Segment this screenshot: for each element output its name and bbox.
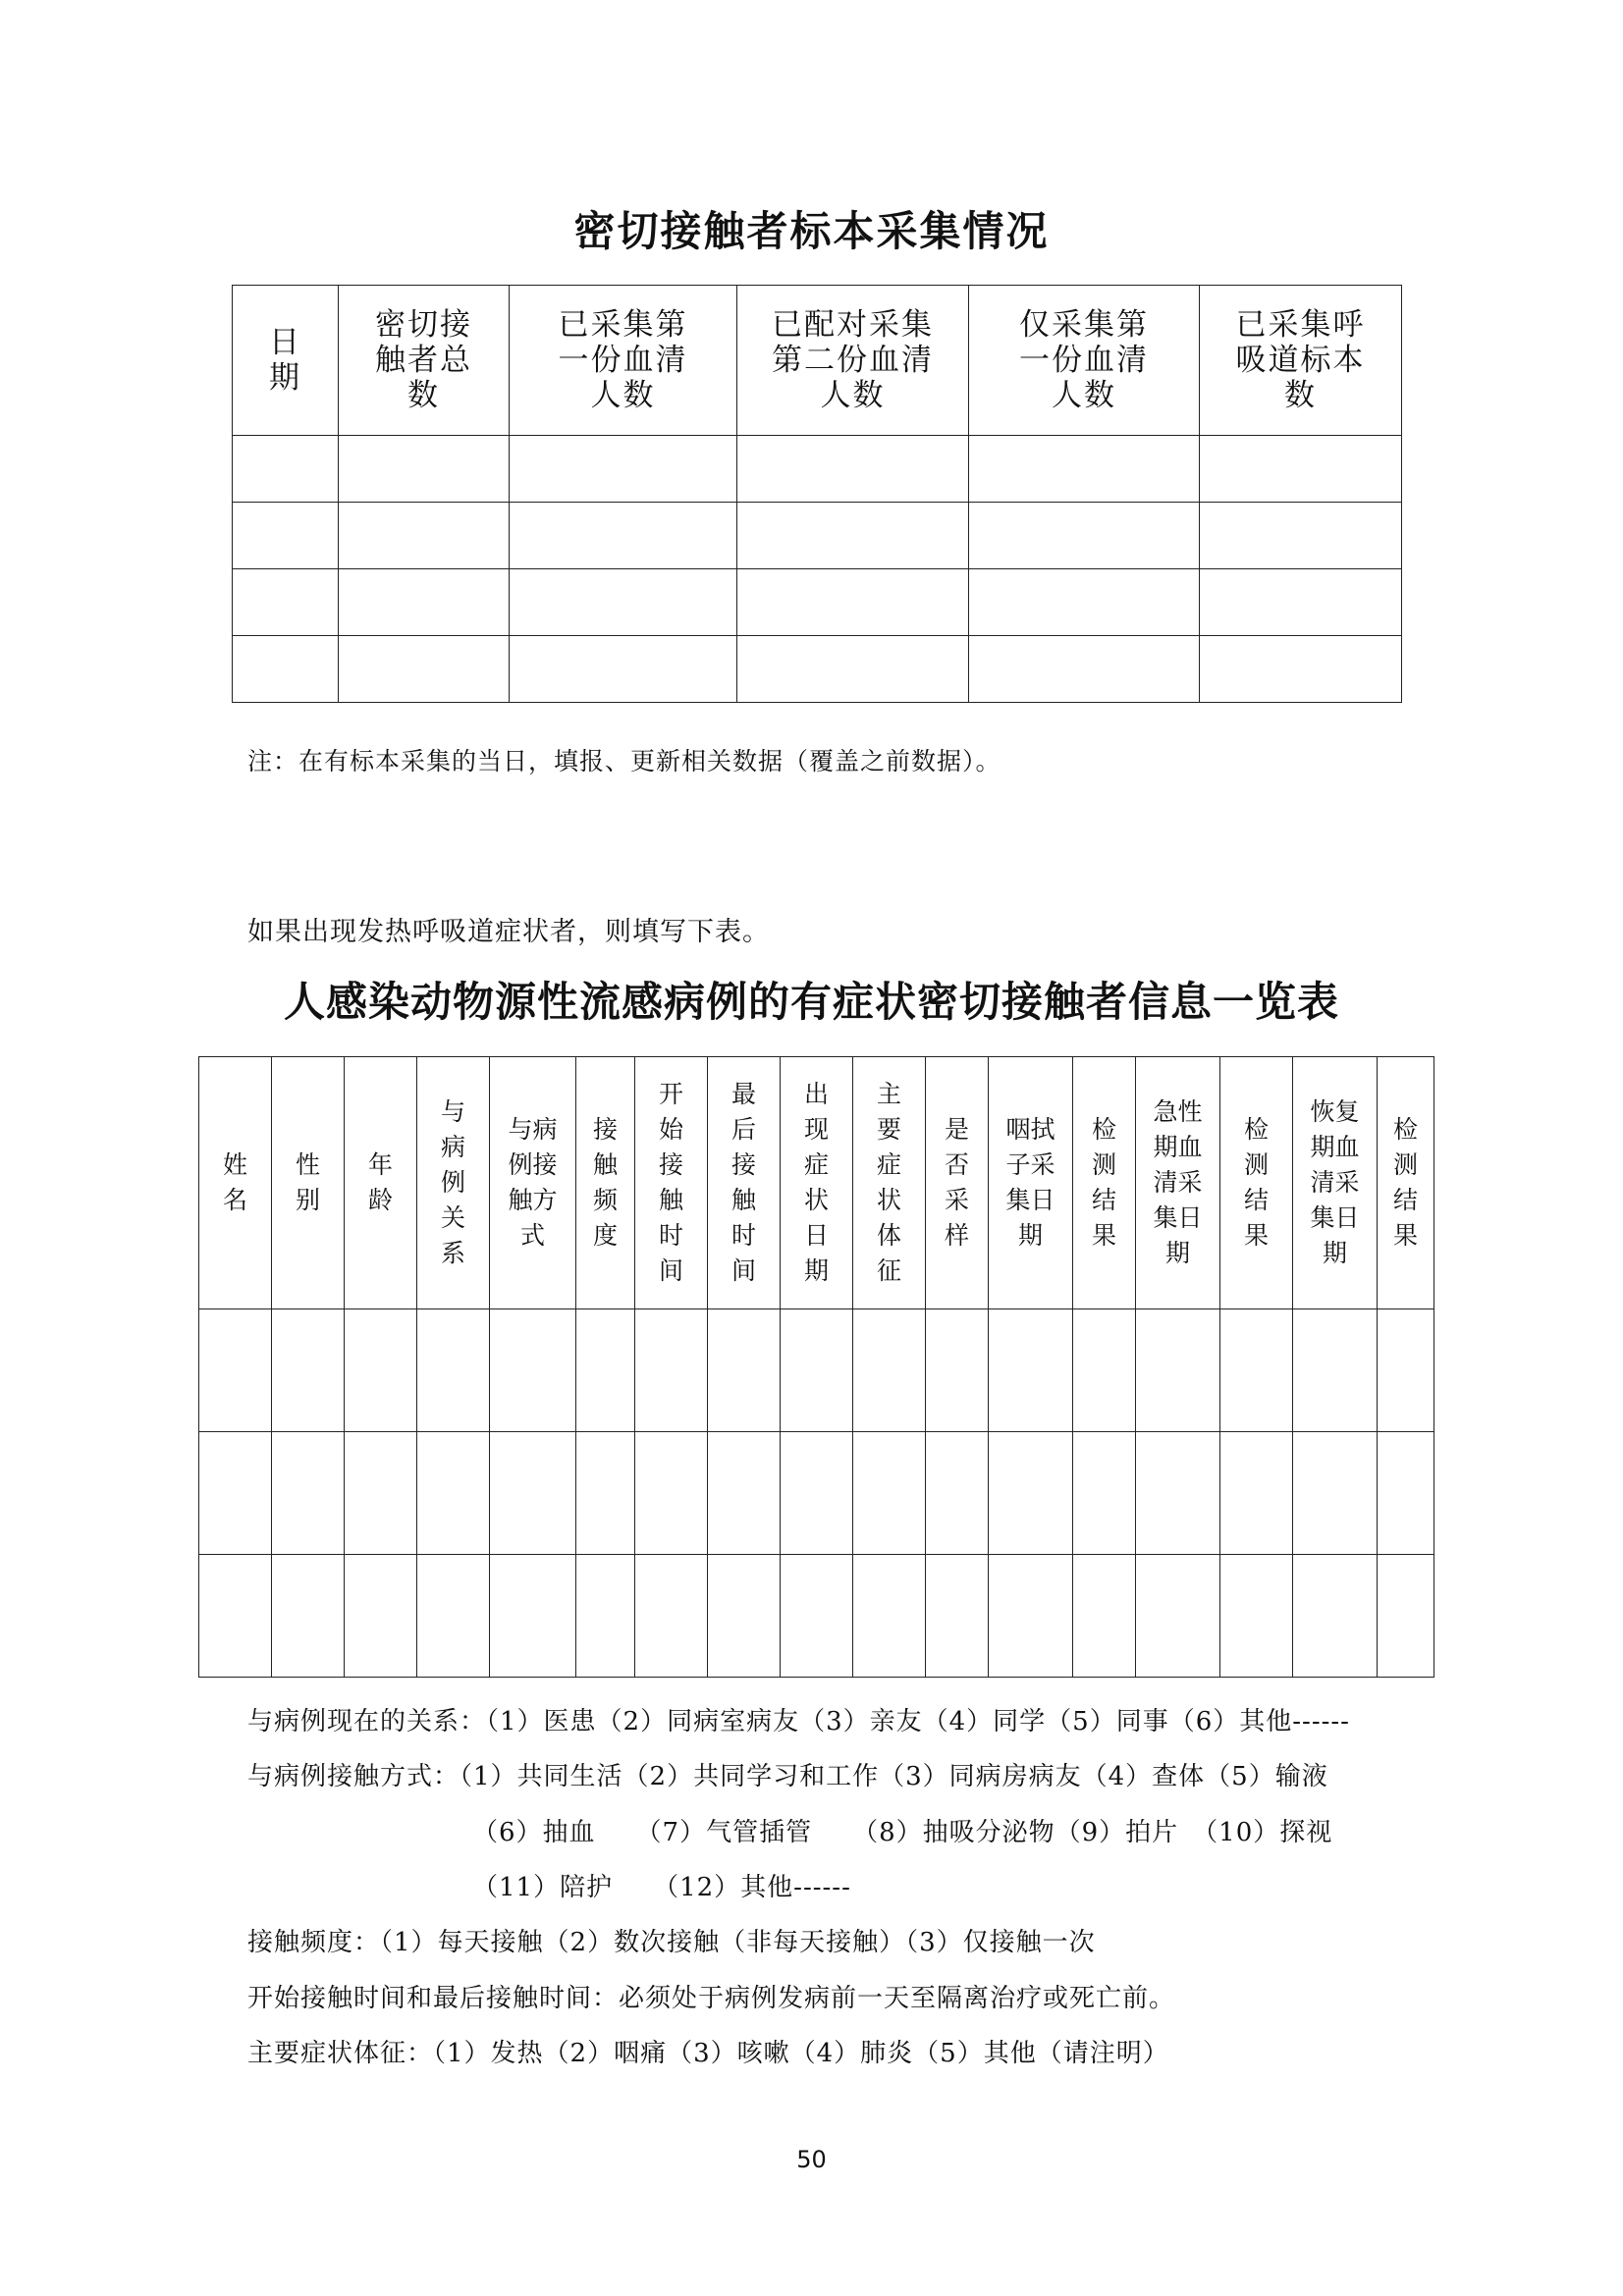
header-test-result-1: 检测结果 [1073,1057,1136,1309]
legend-contact-mode-1: 与病例接触方式：（1）共同生活（2）共同学习和工作（3）同病房病友（4）查体（5）输液 [247,1762,1328,1791]
table-row [233,569,1402,636]
header-gender: 性别 [272,1057,345,1309]
header-start-contact-time: 开始接触时间 [635,1057,708,1309]
header-total-contacts: 密切接触者总数 [339,286,510,436]
header-only-first-serum: 仅采集第一份血清人数 [969,286,1200,436]
legend-contact-time: 开始接触时间和最后接触时间：必须处于病例发病前一天至隔离治疗或死亡前。 [247,1984,1176,2013]
table-row [233,636,1402,703]
header-respiratory-specimen: 已采集呼吸道标本数 [1200,286,1402,436]
header-throat-swab-date: 咽拭子采集日期 [989,1057,1073,1309]
header-test-result-3: 检测结果 [1378,1057,1434,1309]
header-contact-mode: 与病例接触方式 [490,1057,576,1309]
header-contact-frequency: 接触频度 [576,1057,635,1309]
header-age: 年龄 [345,1057,417,1309]
page-number: 50 [796,2146,827,2173]
header-date: 日期 [233,286,339,436]
table-row [199,1555,1434,1678]
header-name: 姓名 [199,1057,272,1309]
header-relation: 与病例关系 [417,1057,490,1309]
header-test-result-2: 检测结果 [1220,1057,1293,1309]
table1-note: 注：在有标本采集的当日，填报、更新相关数据（覆盖之前数据）。 [247,747,1001,775]
table-row [233,436,1402,503]
header-acute-serum-date: 急性期血清采集日期 [1136,1057,1220,1309]
legend-symptoms: 主要症状体征：（1）发热（2）咽痛（3）咳嗽（4）肺炎（5）其他（请注明） [247,2039,1169,2068]
header-convalescent-serum-date: 恢复期血清采集日期 [1293,1057,1378,1309]
header-first-serum: 已采集第一份血清人数 [510,286,737,436]
table2-title: 人感染动物源性流感病例的有症状密切接触者信息一览表 [283,978,1339,1026]
legend-relation: 与病例现在的关系：（1）医患（2）同病室病友（3）亲友（4）同学（5）同事（6）其他------ [247,1707,1350,1736]
header-main-symptoms: 主要症状体征 [853,1057,926,1309]
legend-contact-mode-3: （11）陪护 （12）其他------ [472,1873,851,1902]
legend-contact-mode-2: （6）抽血 （7）气管插管 （8）抽吸分泌物（9）拍片 （10）探视 [472,1818,1333,1847]
intro-text: 如果出现发热呼吸道症状者，则填写下表。 [247,917,770,947]
table-header-row [199,1057,1434,1309]
table-row [233,503,1402,569]
specimen-collection-table [232,285,1402,703]
header-symptom-onset-date: 出现症状日期 [781,1057,853,1309]
table-row [199,1432,1434,1555]
legend-frequency: 接触频度：（1）每天接触（2）数次接触（非每天接触）（3）仅接触一次 [247,1928,1096,1957]
header-paired-serum: 已配对采集第二份血清人数 [737,286,969,436]
table-header-row [233,286,1402,436]
header-sampled: 是否采样 [926,1057,989,1309]
symptomatic-contacts-table [198,1056,1434,1678]
table-row [199,1309,1434,1432]
table1-title: 密切接触者标本采集情况 [573,207,1050,255]
header-last-contact-time: 最后接触时间 [708,1057,781,1309]
